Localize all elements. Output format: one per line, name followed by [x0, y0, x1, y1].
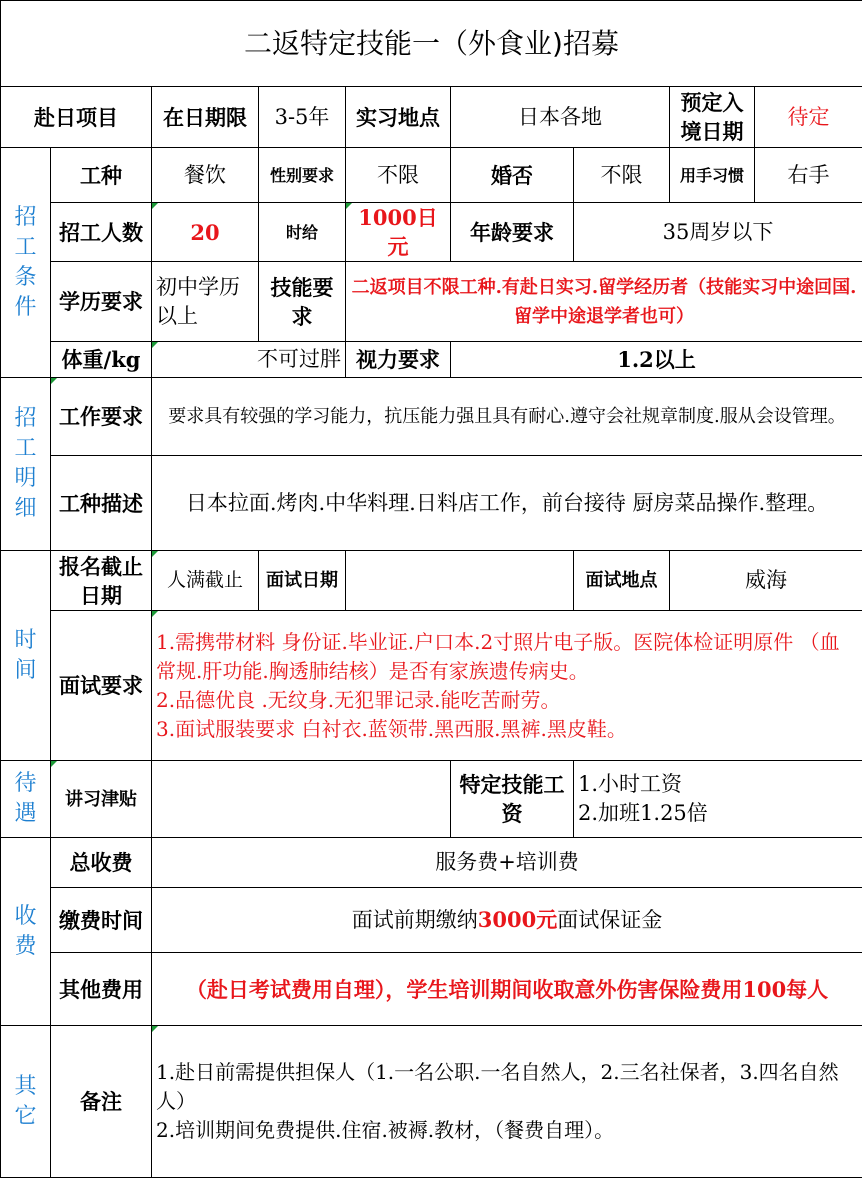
pay-time-prefix: 面试前期缴纳	[352, 908, 478, 932]
age-label: 年龄要求	[451, 203, 574, 262]
interview-req-label: 面试要求	[51, 611, 152, 761]
section-label-detail: 招 工 明 细	[1, 378, 51, 551]
skill-wage-value	[574, 761, 862, 838]
skill-value: 二返项目不限工种.有赴日实习.留学经历者（技能实习中途回国.留学中途退学者也可）	[346, 262, 862, 342]
remark-line: 2.培训期间免费提供.住宿.被褥.教材，（餐费自理）。	[156, 1116, 858, 1145]
edu-label: 学历要求	[51, 262, 152, 342]
allowance-value	[152, 761, 451, 838]
skill-wage-label: 特定技能工资	[451, 761, 574, 838]
page-title: 二返特定技能一（外食业)招募	[1, 1, 862, 87]
other-fee-value: （赴日考试费用自理），学生培训期间收取意外伤害保险费用100每人	[152, 953, 862, 1026]
interview-req-line: 2.品德优良 .无纹身.无犯罪记录.能吃苦耐劳。	[156, 686, 858, 715]
section-label-recruit: 招 工 条 件	[1, 148, 51, 378]
interview-place-label: 面试地点	[574, 551, 670, 611]
location-label: 实习地点	[346, 87, 451, 148]
stay-value: 3-5年	[259, 87, 346, 148]
interview-req-value	[152, 611, 862, 761]
marriage-label: 婚否	[451, 148, 574, 203]
work-req-label: 工作要求	[51, 378, 152, 456]
job-type-value: 餐饮	[152, 148, 259, 203]
total-fee-label: 总收费	[51, 838, 152, 888]
remark-value	[152, 1026, 862, 1178]
entry-label: 预定入境日期	[670, 87, 755, 148]
edu-value: 初中学历以上	[152, 262, 259, 342]
hand-label: 用手习惯	[670, 148, 755, 203]
section-label-other: 其 它	[1, 1026, 51, 1178]
vision-label: 视力要求	[346, 342, 451, 378]
deadline-label: 报名截止日期	[51, 551, 152, 611]
gender-value: 不限	[346, 148, 451, 203]
age-value: 35周岁以下	[574, 203, 862, 262]
remark-label: 备注	[51, 1026, 152, 1178]
section-label-fee: 收 费	[1, 838, 51, 1026]
total-fee-value: 服务费+培训费	[152, 838, 862, 888]
headcount-value: 20	[152, 203, 259, 262]
deadline-value: 人满截止	[152, 551, 259, 611]
pay-time-value	[152, 888, 862, 953]
section-label-benefit: 待 遇	[1, 761, 51, 838]
weight-label: 体重/kg	[51, 342, 152, 378]
vision-value: 1.2以上	[451, 342, 862, 378]
pay-time-suffix: 面试保证金	[557, 908, 662, 932]
wage-value: 1000日元	[346, 203, 451, 262]
skill-label: 技能要求	[259, 262, 346, 342]
weight-value: 不可过胖	[152, 342, 346, 378]
project-label: 赴日项目	[1, 87, 152, 148]
hand-value: 右手	[755, 148, 862, 203]
skill-wage-line: 1.小时工资	[578, 770, 858, 799]
entry-value: 待定	[755, 87, 862, 148]
skill-wage-line: 2.加班1.25倍	[578, 799, 858, 828]
stay-label: 在日期限	[152, 87, 259, 148]
job-type-label: 工种	[51, 148, 152, 203]
interview-req-line: 3.面试服装要求 白衬衣.蓝领带.黑西服.黑裤.黑皮鞋。	[156, 715, 858, 744]
allowance-label: 讲习津贴	[51, 761, 152, 838]
gender-label: 性别要求	[259, 148, 346, 203]
remark-line: 1.赴日前需提供担保人（1.一名公职.一名自然人，2.三名社保者，3.四名自然人）	[156, 1058, 858, 1116]
other-fee-label: 其他费用	[51, 953, 152, 1026]
interview-date-value	[346, 551, 574, 611]
pay-time-label: 缴费时间	[51, 888, 152, 953]
interview-req-line: 1.需携带材料 身份证.毕业证.户口本.2寸照片电子版。医院体检证明原件 （血常规.肝功能.胸透肺结核）是否有家族遗传病史。	[156, 628, 858, 686]
pay-time-amount: 3000元	[478, 907, 557, 932]
work-req-value: 要求具有较强的学习能力，抗压能力强且具有耐心.遵守会社规章制度.服从会设管理。	[152, 378, 862, 456]
interview-date-label: 面试日期	[259, 551, 346, 611]
headcount-label: 招工人数	[51, 203, 152, 262]
wage-label: 时给	[259, 203, 346, 262]
job-desc-label: 工种描述	[51, 456, 152, 551]
section-label-time: 时 间	[1, 551, 51, 761]
job-desc-value: 日本拉面.烤肉.中华料理.日料店工作，前台接待 厨房菜品操作.整理。	[152, 456, 862, 551]
interview-place-value: 威海	[670, 551, 862, 611]
marriage-value: 不限	[574, 148, 670, 203]
location-value: 日本各地	[451, 87, 670, 148]
